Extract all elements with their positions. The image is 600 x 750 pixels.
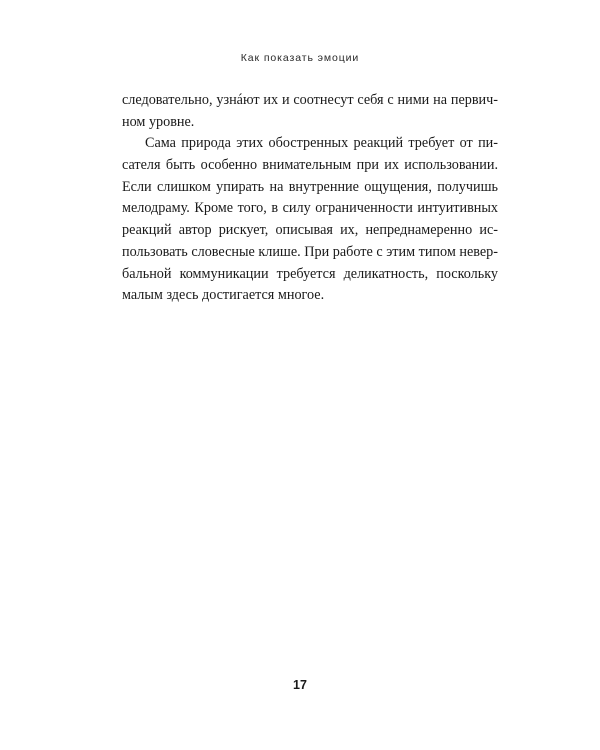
text-line: реакций автор рискует, описывая их, непреднамеренно ис- (122, 222, 498, 239)
text-line: малым здесь достигается многое. (122, 287, 325, 304)
body-text (122, 90, 498, 307)
running-header: Как показать эмоции (240, 52, 360, 64)
text-line: ном уровне. (122, 113, 195, 130)
text-line: мелодраму. Кроме того, в силу ограниченности интуитивных (122, 200, 498, 217)
text-line: Если слишком упирать на внутренние ощущения, получишь (122, 178, 498, 195)
paragraph-2 (122, 133, 498, 307)
text-line: следовательно, узнáют их и соотнесут себя с ними на первич- (122, 92, 498, 108)
text-line: Сама природа этих обостренных реакций требует от пи- (145, 135, 498, 152)
page-number: 17 (293, 678, 307, 692)
text-line: бальной коммуникации требуется деликатность, поскольку (122, 265, 498, 282)
text-line: пользовать словесные клише. При работе с этим типом невер- (122, 243, 498, 260)
paragraph-1 (122, 90, 498, 133)
text-line: сателя быть особенно внимательным при их использовании. (122, 157, 498, 174)
